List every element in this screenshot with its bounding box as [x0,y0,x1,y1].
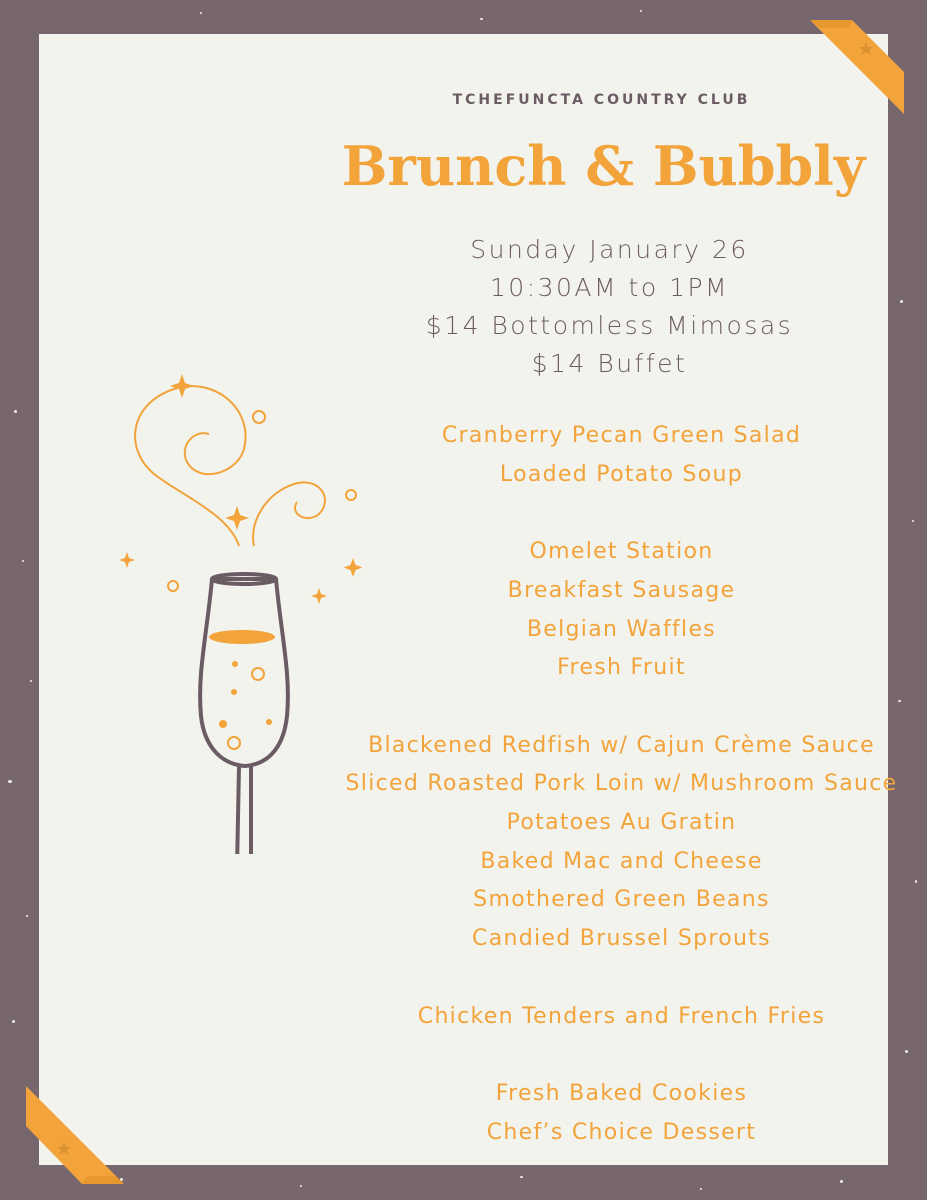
menu-item: Belgian Waffles [526,616,717,642]
menu-item: Cranberry Pecan Green Salad [441,423,802,448]
menu-item: Breakfast Sausage [507,577,736,603]
menu-item: Blackened Redfish w/ Cajun Crème Sauce [368,732,875,758]
event-buffet-price: $14 Buffet [531,349,688,378]
event-date: Sunday January 26 [470,235,749,264]
event-details [272,231,927,383]
swirl-icon [135,386,245,546]
page-title: Brunch & Bubbly [341,134,866,198]
event-time: 10:30AM to 1PM [489,273,730,302]
menu-card [39,34,898,1165]
menu-item: Sliced Roasted Pork Loin w/ Mushroom Sauce [345,771,898,797]
club-name: TCHEFUNCTA COUNTRY CLUB [452,92,751,108]
menu-item: Chicken Tenders and French Fries [417,1003,826,1029]
menu-item: Omelet Station [529,539,714,565]
sparkle-icon [119,552,135,568]
menu-item: Potatoes Au Gratin [506,810,737,835]
tape-corner-icon [800,14,910,124]
menu-item: Candied Brussel Sprouts [472,926,771,952]
menu-item: Smothered Green Beans [473,887,770,913]
menu-item: Baked Mac and Cheese [480,848,763,874]
menu-item: Fresh Baked Cookies [495,1080,748,1106]
tape-corner-icon [22,1080,132,1190]
menu-item: Loaded Potato Soup [499,461,744,487]
sparkle-icon [225,506,249,530]
menu-item: Chef’s Choice Dessert [486,1119,757,1145]
event-mimosa-price: $14 Bottomless Mimosas [425,311,794,340]
sparkle-icon [170,374,194,398]
menu-list [284,417,927,1152]
menu-item: Fresh Fruit [557,655,686,681]
